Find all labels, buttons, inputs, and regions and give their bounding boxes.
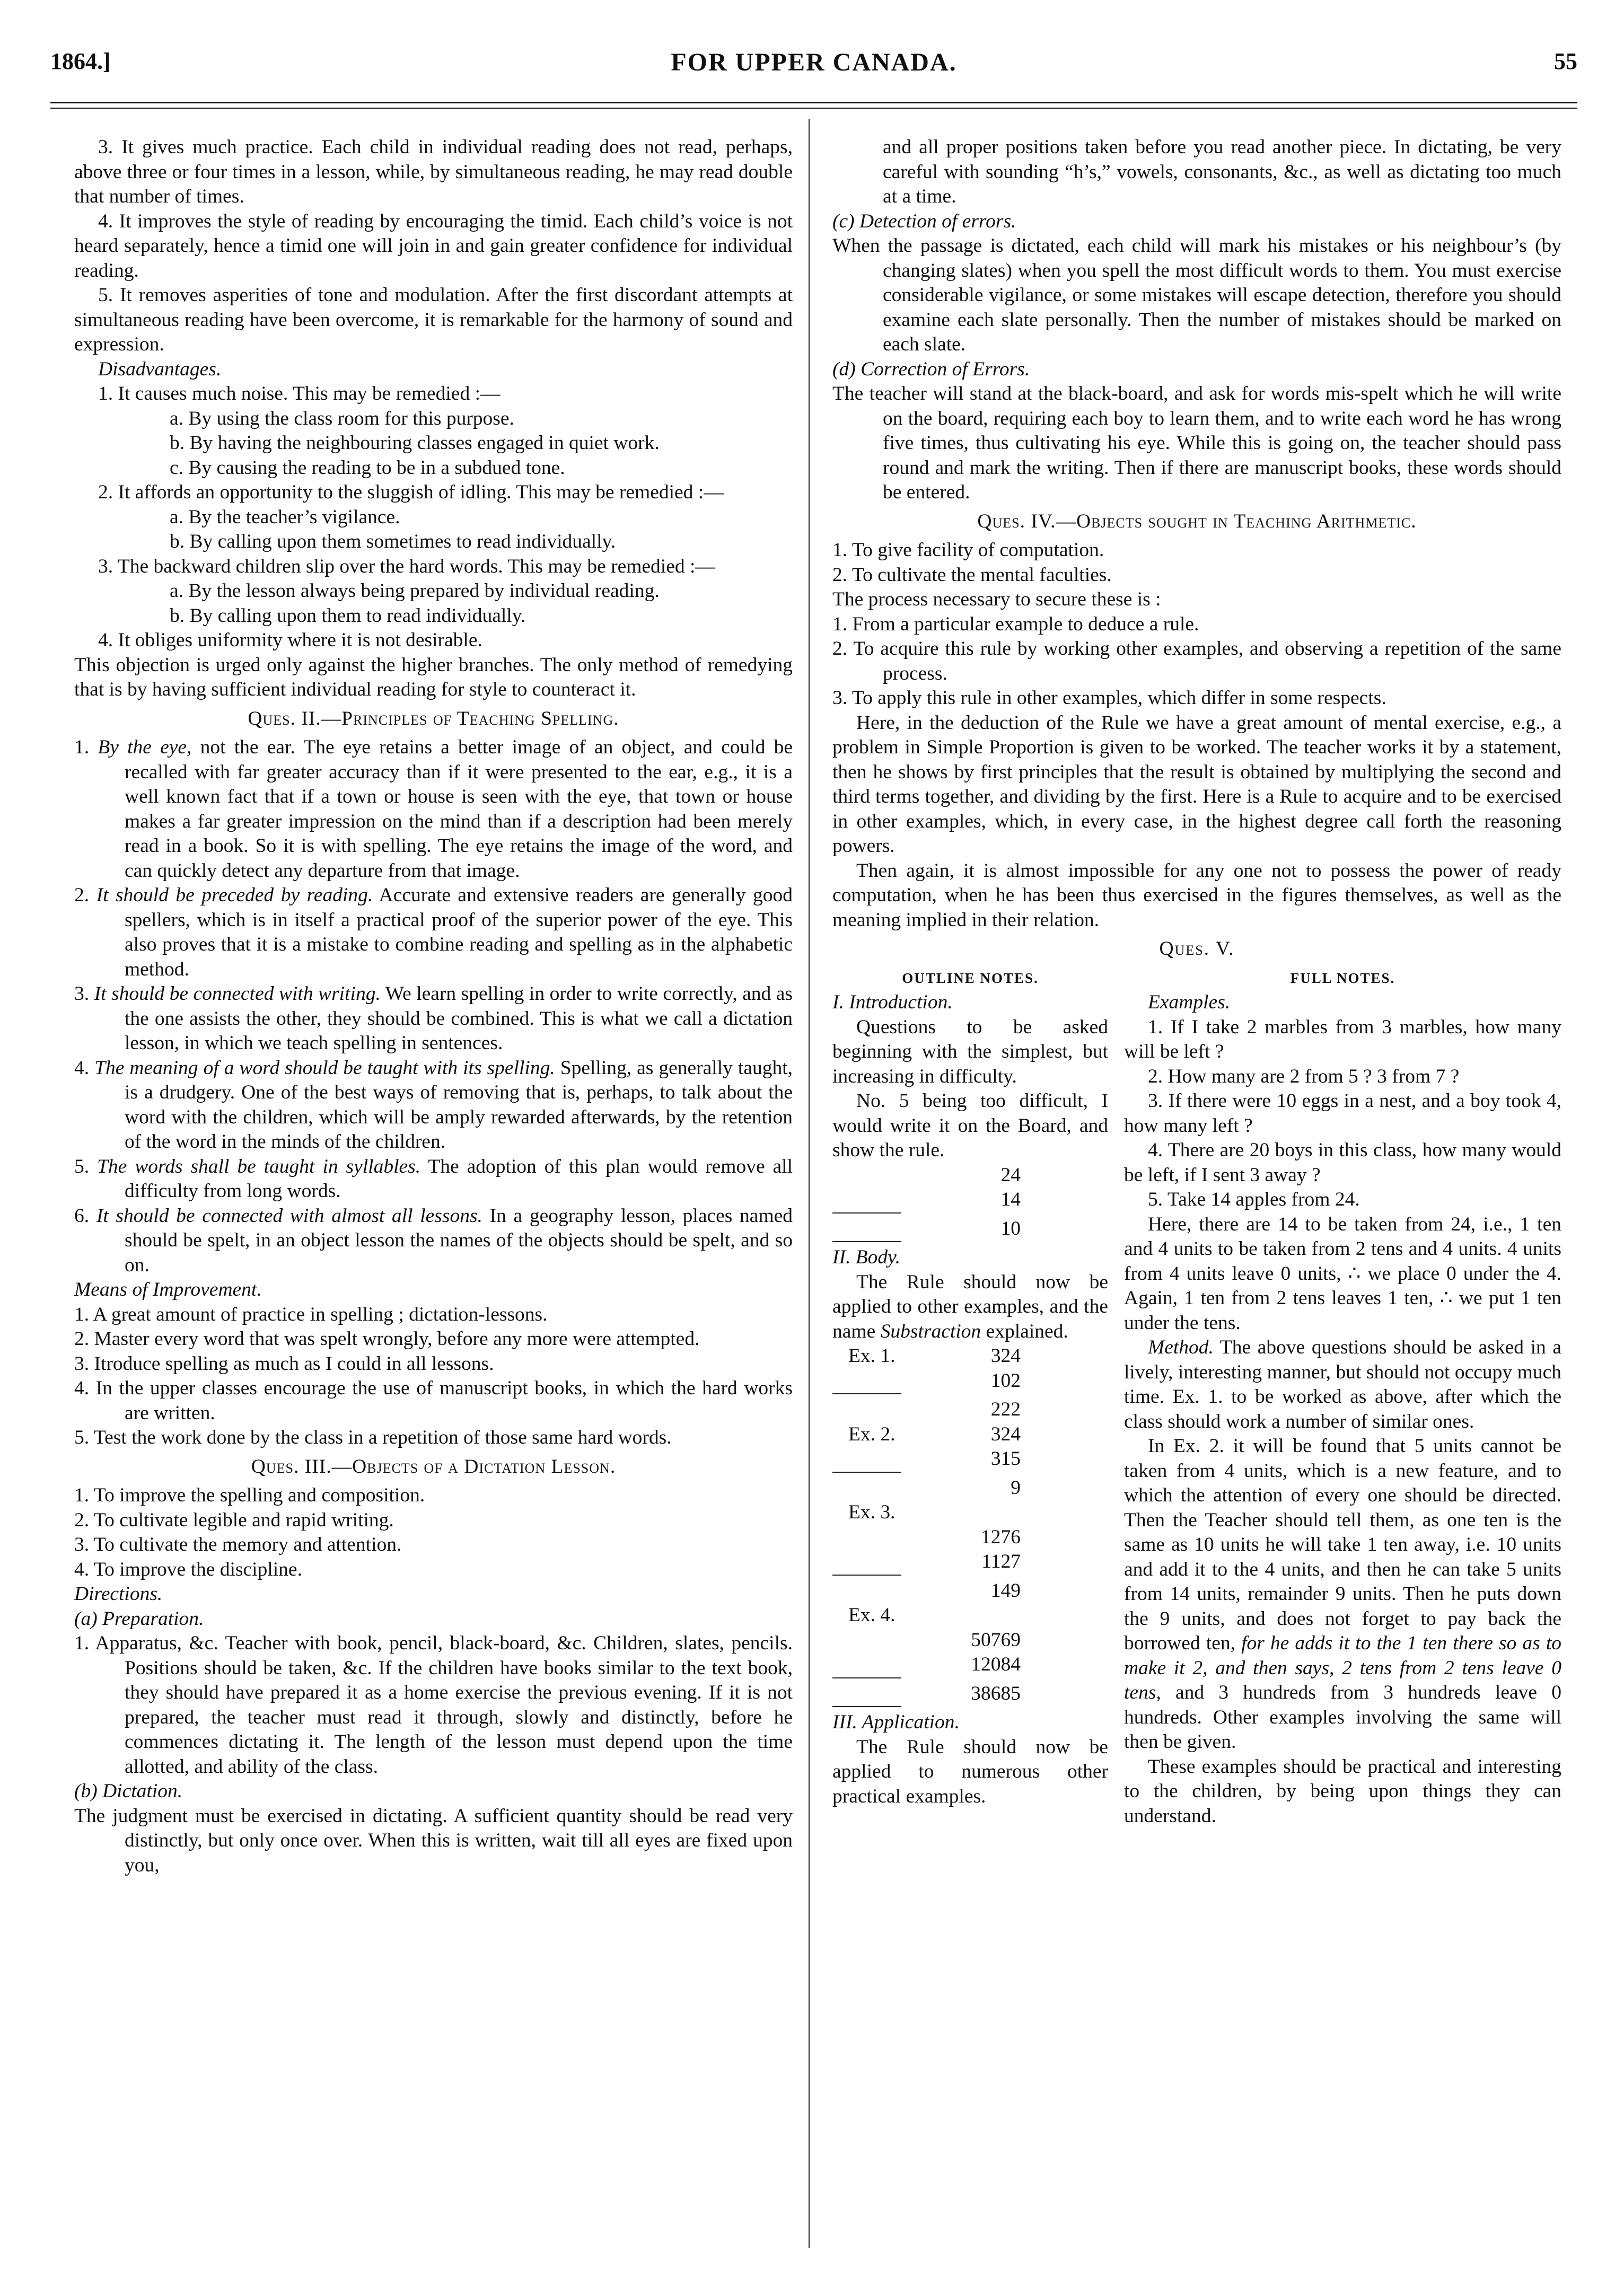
list-item: 4. To improve the discipline. bbox=[74, 1558, 302, 1580]
paragraph: 4. It improves the style of reading by encouraging the timid. Each child’s voice is not heard separately, hence a timid one will join in and gain greater confidence for individual reading. bbox=[74, 210, 793, 282]
list-subitem: a. By using the class room for this purpose. bbox=[170, 407, 514, 429]
sum-row: 149 bbox=[990, 1579, 1021, 1602]
list-item: 3. It should be connected with writing. We learn spelling in order to write correctly, and as the one assists the other, they should be combined. This is what we call a dictation lesson, in which we teach spelling in sentences. bbox=[74, 983, 793, 1054]
outline-notes bbox=[832, 966, 1108, 1829]
sum-row: 24 bbox=[1000, 1164, 1021, 1186]
sum-row: Ex. 3. bbox=[848, 1501, 896, 1523]
full-notes-heading: FULL NOTES. bbox=[1290, 970, 1395, 986]
notes-columns bbox=[832, 966, 1561, 1829]
header-title: FOR UPPER CANADA. bbox=[671, 48, 957, 76]
paragraph: The Rule should now be applied to other examples, and the name Substraction explained. bbox=[832, 1271, 1108, 1342]
paragraph: Then again, it is almost impossible for any one not to possess the power of ready computation, when he has been thus exercised in the figures themselves, as well as the meaning implied in their relation. bbox=[832, 859, 1561, 931]
list-item: 1. To give facility of computation. bbox=[832, 539, 1104, 561]
paragraph: 3. It gives much practice. Each child in individual reading does not read, perhaps, above three or four times in a lesson, while, by simultaneous reading, he may read double that number of times. bbox=[74, 136, 793, 207]
paragraph: In Ex. 2. it will be found that 5 units cannot be taken from 4 units, which is a new feature, and to which the attention of every one should be directed. Then the Teacher should tell them, as one ten is the same as 10 units he will take 1 ten away, i.e. 10 units and add it to the 4 units, and then he can take 5 units from 14 units, remainder 9 units. Then he puts down the 9 units, and does not forget to pay back the borrowed ten, for he adds it to the 1 ten there so as to make it 2, and then says, 2 tens from 2 tens leave 0 tens, and 3 hundreds from 3 hundreds leave 0 hundreds. Other examples involving the same will then be given. bbox=[1124, 1435, 1561, 1753]
paragraph: Here, in the deduction of the Rule we have a great amount of mental exercise, e.g., a problem in Simple Proportion is given to be worked. The teacher works it by a statement, then he shows by first principles that the result is obtained by multiplying the second and third terms together, and dividing by the first. Here is a Rule to acquire and to be exercised in other examples, which, in every case, in the highest degree call forth the reasoning powers. bbox=[832, 711, 1561, 857]
outline-notes-heading: OUTLINE NOTES. bbox=[902, 970, 1039, 986]
right-column bbox=[832, 135, 1561, 1828]
list-item: 5. Test the work done by the class in a repetition of those same hard words. bbox=[74, 1427, 672, 1448]
sum-row: Ex. 4. bbox=[848, 1604, 896, 1626]
paragraph: The process necessary to secure these is : bbox=[832, 588, 1161, 610]
sum-row: 10 bbox=[1000, 1217, 1021, 1239]
subsection-heading: (c) Detection of errors. bbox=[832, 210, 1016, 232]
list-item: 3. Itroduce spelling as much as I could in all lessons. bbox=[74, 1352, 494, 1375]
left-column bbox=[74, 135, 793, 1878]
list-item: 2. To acquire this rule by working other examples, and observing a repetition of the same process. bbox=[832, 638, 1561, 684]
sum-row: 1276 bbox=[981, 1526, 1021, 1548]
list-item: 2. Master every word that was spelt wrongly, before any more were attempted. bbox=[74, 1328, 700, 1350]
list-item: 1. By the eye, not the ear. The eye retains a better image of an object, and could be recalled with far greater accuracy than if it were presented to the ear, e.g., it is a well known fact that if a town or house is seen with the eye, that town or house makes a far greater impression on the mind than if a description had been merely read in a book. So it is with spelling. The eye retains the image of the word, and can quickly detect any departure from that image. bbox=[74, 736, 793, 882]
list-subitem: a. By the teacher’s vigilance. bbox=[170, 506, 400, 528]
paragraph: The Rule should now be applied to numerous other practical examples. bbox=[832, 1736, 1108, 1807]
subsection-heading: (a) Preparation. bbox=[74, 1607, 204, 1630]
paragraph: The teacher will stand at the black-board, and ask for words mis-spelt which he will write on the board, requiring each boy to learn them, and to write each word he has wrong five times, thus cultivating his eye. While this is going on, the teacher should pass round and mark the writing. Then if there are manuscript books, these words should be entered. bbox=[832, 383, 1561, 503]
paragraph: When the passage is dictated, each child will mark his mistakes or his neighbour’s (by changing slates) when you spell the most difficult words to them. You must exercise considerable vigilance, or some mistakes will escape detection, therefore you should examine each slate personally. Then the number of mistakes should be marked on each slate. bbox=[832, 235, 1561, 355]
list-item: 1. To improve the spelling and composition. bbox=[74, 1484, 425, 1506]
question-heading: Ques. II.—Principles of Teaching Spelling. bbox=[248, 707, 619, 729]
list-subitem: a. By the lesson always being prepared by individual reading. bbox=[170, 580, 660, 602]
list-item: 2. It affords an opportunity to the sluggish of idling. This may be remedied :— bbox=[98, 481, 724, 503]
outline-section: II. Body. bbox=[832, 1246, 901, 1268]
outline-section: I. Introduction. bbox=[832, 991, 953, 1013]
sum-rule bbox=[832, 1212, 901, 1217]
sum-row: 38685 bbox=[971, 1682, 1021, 1704]
list-item: 1. From a particular example to deduce a rule. bbox=[832, 613, 1199, 635]
page-number: 55 bbox=[1554, 48, 1577, 74]
sum-rule bbox=[832, 1472, 901, 1476]
running-header bbox=[50, 48, 1577, 95]
sum-row: 9 bbox=[1011, 1476, 1021, 1499]
sum-row: 14 bbox=[1000, 1189, 1021, 1210]
outline-section: III. Application. bbox=[832, 1711, 960, 1733]
question-heading: Ques. V. bbox=[1159, 938, 1235, 960]
list-item: 4. There are 20 boys in this class, how many would be left, if I sent 3 away ? bbox=[1124, 1139, 1561, 1186]
sum-rule bbox=[832, 1241, 901, 1245]
header-rule bbox=[50, 102, 1577, 103]
paragraph: Questions to be asked beginning with the simplest, but increasing in difficulty. bbox=[832, 1016, 1108, 1087]
sum-row: Ex. 1. 324 bbox=[848, 1345, 1021, 1367]
subsection-heading: (b) Dictation. bbox=[74, 1780, 183, 1802]
paragraph: No. 5 being too difficult, I would write it on the Board, and show the rule. bbox=[832, 1090, 1108, 1161]
list-item: 3. If there were 10 eggs in a nest, and a boy took 4, how many left ? bbox=[1124, 1090, 1561, 1137]
list-item: 5. Take 14 apples from 24. bbox=[1148, 1189, 1360, 1210]
paragraph: This objection is urged only against the higher branches. The only method of remedying that is by having sufficient individual reading for style to counteract it. bbox=[74, 654, 793, 700]
paragraph: These examples should be practical and interesting to the children, by being upon things they can understand. bbox=[1124, 1755, 1561, 1827]
section-heading: Directions. bbox=[74, 1583, 163, 1605]
sum-row: 102 bbox=[990, 1369, 1021, 1392]
list-item: 1. A great amount of practice in spelling ; dictation-lessons. bbox=[74, 1303, 548, 1325]
list-item: 2. How many are 2 from 5 ? 3 from 7 ? bbox=[1148, 1065, 1460, 1087]
list-item: 1. It causes much noise. This may be remedied :— bbox=[98, 383, 501, 405]
sum-row: 222 bbox=[990, 1399, 1021, 1420]
list-item: 3. To cultivate the memory and attention. bbox=[74, 1534, 402, 1555]
sum-rule bbox=[832, 1706, 901, 1710]
list-item: 1. If I take 2 marbles from 3 marbles, how many will be left ? bbox=[1124, 1016, 1561, 1062]
paragraph: Method. The above questions should be asked in a lively, interesting manner, but should not occupy much time. Ex. 1. to be worked as above, after which the class should work a number of similar ones. bbox=[1124, 1337, 1561, 1432]
paragraph: Here, there are 14 to be taken from 24, i.e., 1 ten and 4 units to be taken from 2 tens and 4 units. 4 units from 4 units leave 0 units, ∴ we place 0 under the 4. Again, 1 ten from 2 tens leaves 1 ten, ∴ we put 1 ten under the tens. bbox=[1124, 1213, 1561, 1334]
sum-row: 1127 bbox=[981, 1551, 1021, 1572]
list-item: 3. To apply this rule in other examples, which differ in some respects. bbox=[832, 687, 1386, 709]
list-item: 3. The backward children slip over the hard words. This may be remedied :— bbox=[98, 555, 715, 577]
section-heading: Means of Improvement. bbox=[74, 1279, 262, 1300]
sum-rule bbox=[832, 1677, 901, 1682]
list-item: 2. To cultivate the mental faculties. bbox=[832, 564, 1112, 586]
list-item: 1. Apparatus, &c. Teacher with book, pencil, black-board, &c. Children, slates, pencils. Positions should be taken, &c. If the children have books similar to the text book, they should have prepared it as a home exercise the previous evening. If it is not prepared, the teacher must read it through, slowly and distinctly, before he commences dictating it. The length of the lesson must depend upon the time allotted, and ability of the class. bbox=[74, 1632, 793, 1778]
paragraph: The judgment must be exercised in dictating. A sufficient quantity should be read very distinctly, but only once over. When this is written, wait till all eyes are fixed upon you, bbox=[74, 1805, 793, 1876]
full-notes bbox=[1124, 966, 1561, 1829]
list-item: 2. It should be preceded by reading. Accurate and extensive readers are generally good spellers, which is in itself a practical proof of the superior power of the eye. This also proves that it is a mistake to combine reading and spelling as in the alphabetic method. bbox=[74, 884, 793, 980]
list-subitem: c. By causing the reading to be in a subdued tone. bbox=[170, 456, 565, 479]
header-year: 1864.] bbox=[50, 48, 111, 74]
subsection-heading: (d) Correction of Errors. bbox=[832, 358, 1030, 380]
sum-row: 12084 bbox=[971, 1654, 1021, 1675]
question-heading: Ques. III.—Objects of a Dictation Lesson. bbox=[251, 1455, 616, 1478]
header-rule-thin bbox=[50, 108, 1577, 109]
list-item: 4. The meaning of a word should be taught with its spelling. Spelling, as generally taught, is a drudgery. One of the best ways of removing that is, perhaps, to talk about the word with the children, which will be amply rewarded afterwards, by the retention of the word in the minds of the children. bbox=[74, 1057, 793, 1153]
list-subitem: b. By calling upon them sometimes to read individually. bbox=[170, 531, 616, 552]
paragraph: 5. It removes asperities of tone and modulation. After the first discordant attempts at simultaneous reading have been overcome, it is remarkable for the harmony of sound and expression. bbox=[74, 284, 793, 355]
list-item: 5. The words shall be taught in syllables. The adoption of this plan would remove all difficulty from long words. bbox=[74, 1155, 793, 1202]
paragraph: and all proper positions taken before you read another piece. In dictating, be very careful with sounding “h’s,” vowels, consonants, &c., as well as dictating too much at a time. bbox=[883, 136, 1561, 207]
section-heading: Disadvantages. bbox=[98, 358, 222, 380]
sum-rule bbox=[832, 1393, 901, 1397]
sum-rule bbox=[832, 1575, 901, 1579]
list-item: 2. To cultivate legible and rapid writing. bbox=[74, 1509, 394, 1531]
list-item: 4. It obliges uniformity where it is not desirable. bbox=[98, 629, 482, 651]
list-subitem: b. By calling upon them to read individually. bbox=[170, 604, 526, 627]
list-item: 6. It should be connected with almost all lessons. In a geography lesson, places named should be spelt, in an object lesson the names of the objects should be spelt, and so on. bbox=[74, 1205, 793, 1276]
question-heading: Ques. IV.—Objects sought in Teaching Arithmetic. bbox=[977, 510, 1417, 532]
list-subitem: b. By having the neighbouring classes engaged in quiet work. bbox=[170, 432, 660, 454]
section-heading: Examples. bbox=[1148, 991, 1231, 1013]
column-divider bbox=[809, 119, 810, 2248]
sum-row: 315 bbox=[990, 1448, 1021, 1470]
sum-row: Ex. 2. 324 bbox=[848, 1423, 1021, 1445]
sum-row: 50769 bbox=[971, 1629, 1021, 1651]
list-item: 4. In the upper classes encourage the use of manuscript books, in which the hard works are written. bbox=[74, 1377, 793, 1424]
